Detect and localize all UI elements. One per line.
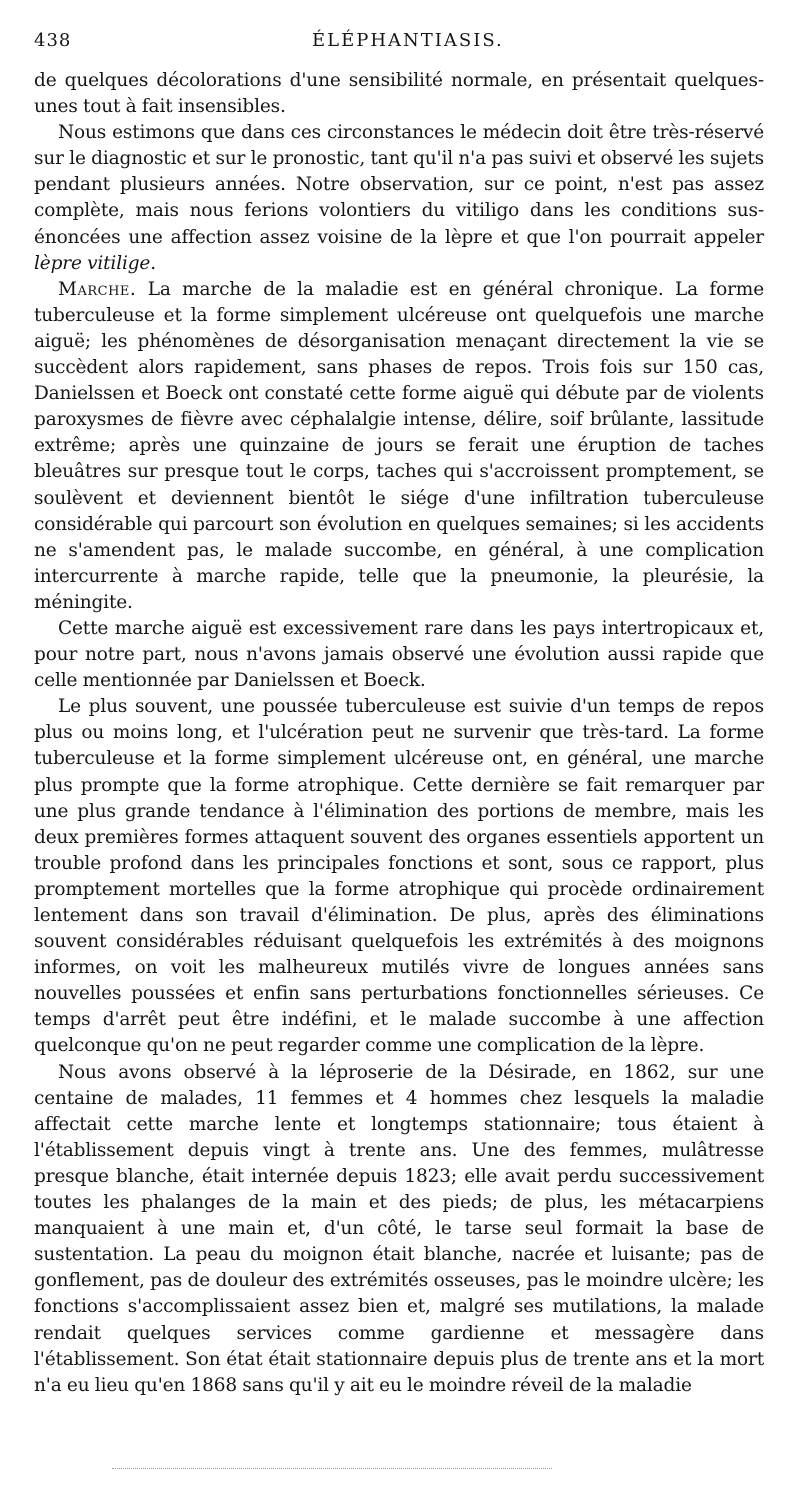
- paragraph-acute: [34, 616, 764, 694]
- section-lead: Marche.: [58, 278, 137, 300]
- paragraph-text: La marche de la maladie est en général chronique. La forme tuberculeuse et la forme simplement ulcéreuse ont quelquefois une marche aiguë; les phénomènes de désorganisation menaçant directement la vie se succèdent alors rapidement, sans phases de repos. Trois fois sur 150 cas, Danielssen et Boeck ont constaté cette forme aiguë qui débute par de violents paroxysmes de fièvre avec céphalalgie intense, délire, soif brûlante, lassitude extrême; après une quinzaine de jours se ferait une éruption de taches bleuâtres sur presque tout le corps, taches qui s'accroissent promptement, se soulèvent et deviennent bientôt le siége d'une infiltration tuberculeuse considérable qui parcourt son évolution en quelques semaines; si les accidents ne s'amendent pas, le malade succombe, en général, à une complication intercurrente à marche rapide, telle que la pneumonie, la pleurésie, la méningite.: [34, 278, 764, 613]
- paragraph-text: Cette marche aiguë est excessivement rare dans les pays intertropicaux et, pour notre part, nous n'avons jamais observé une évolution aussi rapide que celle mentionnée par Danielssen et Boeck.: [34, 617, 764, 692]
- paragraph-desirade: [34, 1060, 764, 1399]
- paragraph-vitiligo: [34, 120, 764, 277]
- page-number: 438: [34, 30, 72, 51]
- book-page: [34, 30, 764, 1399]
- body-text: [34, 68, 764, 1399]
- italic-term: lèpre vitilige: [34, 252, 151, 274]
- footer-rule: [112, 1468, 552, 1469]
- paragraph-text: Le plus souvent, une poussée tuberculeuse est suivie d'un temps de repos plus ou moins long, et l'ulcération peut ne survenir que très-tard. La forme tuberculeuse et la forme simplement ulcéreuse ont, en général, une marche plus prompte que la forme atrophique. Cette dernière se fait remarquer par une plus grande tendance à l'élimination des portions de membre, mais les deux premières formes attaquent souvent des organes essentiels apportent un trouble profond dans les principales fonctions et sont, sous ce rapport, plus promptement mortelles que la forme atrophique qui procède ordinairement lentement dans son travail d'élimination. De plus, après des éliminations souvent considérables réduisant quelquefois les extrémités à des moignons informes, on voit les malheureux mutilés vivre de longues années sans nouvelles poussées et enfin sans perturbations fonctionnelles sérieuses. Ce temps d'arrêt peut être indéfini, et le malade succombe à une affection quelconque qu'on ne peut regarder comme une complication de la lèpre.: [34, 696, 764, 1057]
- paragraph-marche: [34, 277, 764, 616]
- page-header: [34, 30, 764, 58]
- paragraph-end: .: [150, 252, 156, 274]
- paragraph-text: Nous estimons que dans ces circonstances le médecin doit être très-réservé sur le diagnostic et sur le pronostic, tant qu'il n'a pas suivi et observé les sujets pendant plusieurs années. Notre observation, sur ce point, n'est pas assez complète, mais nous ferions volontiers du vitiligo dans les conditions sus-énoncées une affection assez voisine de la lèpre et que l'on pourrait appeler: [34, 122, 764, 248]
- running-title: ÉLÉPHANTIASIS.: [312, 30, 504, 51]
- paragraph-text: Nous avons observé à la léproserie de la Désirade, en 1862, sur une centaine de malades, 11 femmes et 4 hommes chez lesquels la maladie affectait cette marche lente et longtemps stationnaire; tous étaient à l'établissement depuis vingt à trente ans. Une des femmes, mulâtresse presque blanche, était internée depuis 1823; elle avait perdu successivement toutes les phalanges de la main et des pieds; de plus, les métacarpiens manquaient à une main et, d'un côté, le tarse seul formait la base de sustentation. La peau du moignon était blanche, nacrée et luisante; pas de gonflement, pas de douleur des extrémités osseuses, pas le moindre ulcère; les fonctions s'accomplissaient assez bien et, malgré ses mutilations, la malade rendait quelques services comme gardienne et messagère dans l'établissement. Son état était stationnaire depuis plus de trente ans et la mort n'a eu lieu qu'en 1868 sans qu'il y ait eu le moindre réveil de la maladie: [34, 1061, 764, 1396]
- paragraph-usual-course: [34, 694, 764, 1059]
- paragraph-continuation: [34, 68, 764, 120]
- paragraph-text: de quelques décolorations d'une sensibilité normale, en présentait quelques-unes tout à fait insensibles.: [34, 70, 764, 118]
